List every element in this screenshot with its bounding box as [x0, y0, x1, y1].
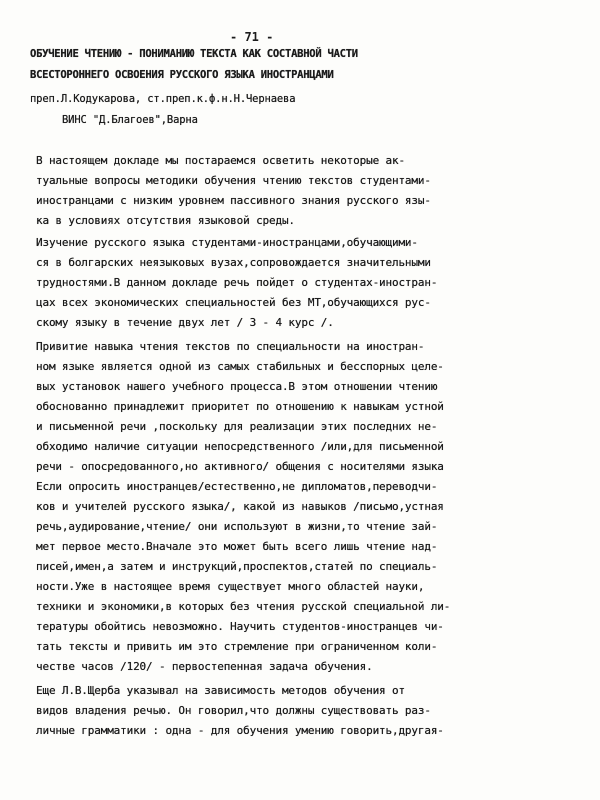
- paragraph-2-line: ся в болгарских неязыковых вузах,сопровождается значительными: [36, 256, 431, 269]
- paragraph-1-line: иностранцами с низким уровнем пассивного знания русского язы-: [36, 194, 431, 207]
- paragraph-4-line: видов владения речью. Он говорил,что должны существовать раз-: [36, 704, 431, 717]
- institution-line: ВИНС "Д.Благоев",Варна: [62, 114, 198, 126]
- paragraph-2-line: скому языку в течение двух лет / 3 - 4 курс /.: [36, 316, 334, 329]
- paragraph-1-line: ка в условиях отсутствия языковой среды.: [36, 214, 295, 227]
- paragraph-3-line: и письменной речи ,поскольку для реализации этих последних не-: [36, 420, 438, 433]
- authors-line: преп.Л.Кодукарова, ст.преп.к.ф.н.Н.Чернаева: [30, 93, 296, 105]
- paragraph-2-line: цах всех экономических специальностей без МТ,обучающихся рус-: [36, 296, 431, 309]
- paragraph-3-line: честве часов /120/ - первостепенная задача обучения.: [36, 660, 373, 673]
- title-line-2: ВСЕСТОРОННЕГО ОСВОЕНИЯ РУССКОГО ЯЗЫКА ИНОСТРАНЦАМИ: [30, 69, 334, 81]
- paragraph-3-line: обходимо наличие ситуации непосредственного /или,для письменной: [36, 440, 444, 453]
- paragraph-3-line: вых установок нашего учебного процесса.В этом отношении чтению: [36, 380, 438, 393]
- paragraph-3-line: обоснованно принадлежит приоритет по отношению к навыкам устной: [36, 400, 444, 413]
- paragraph-3-line: речь,аудирование,чтение/ они используют в жизни,то чтение зай-: [36, 520, 438, 533]
- paragraph-3-line: тературы обойтись невозможно. Научить студентов-иностранцев чи-: [36, 620, 444, 633]
- page-number: - 71 -: [230, 30, 274, 44]
- paragraph-3-line: ков и учителей русского языка/, какой из навыков /письмо,устная: [36, 500, 444, 513]
- paragraph-4-line: личные грамматики : одна - для обучения умению говорить,другая-: [36, 724, 444, 737]
- paragraph-3-line: мет первое место.Вначале это может быть всего лишь чтение над-: [36, 540, 438, 553]
- paragraph-3-line: тать тексты и привить им это стремление при ограниченном коли-: [36, 640, 438, 653]
- paragraph-3-line: ности.Уже в настоящее время существует много областей науки,: [36, 580, 425, 593]
- paragraph-1-line: туальные вопросы методики обучения чтению текстов студентами-: [36, 174, 431, 187]
- paragraph-3-line: речи - опосредованного,но активного/ общения с носителями языка: [36, 460, 444, 473]
- paragraph-3-line: техники и экономики,в которых без чтения русской специальной ли-: [36, 600, 451, 613]
- paragraph-3-line: Если опросить иностранцев/естественно,не дипломатов,переводчи-: [36, 480, 438, 493]
- paragraph-3-line: писей,имен,а затем и инструкций,проспектов,статей по специаль-: [36, 560, 438, 573]
- paragraph-2-line: Изучение русского языка студентами-иностранцами,обучающими-: [36, 236, 418, 249]
- paragraph-2-line: трудностями.В данном докладе речь пойдет о студентах-иностран-: [36, 276, 438, 289]
- paragraph-3-line: ном языке является одной из самых стабильных и бесспорных целе-: [36, 360, 444, 373]
- title-line-1: ОБУЧЕНИЕ ЧТЕНИЮ - ПОНИМАНИЮ ТЕКСТА КАК СОСТАВНОЙ ЧАСТИ: [30, 48, 358, 60]
- paragraph-3-line: Привитие навыка чтения текстов по специальности на иностран-: [36, 340, 425, 353]
- paragraph-4-line: Еще Л.В.Щерба указывал на зависимость методов обучения от: [36, 684, 405, 697]
- paragraph-1-line: В настоящем докладе мы постараемся осветить некоторые ак-: [36, 154, 405, 167]
